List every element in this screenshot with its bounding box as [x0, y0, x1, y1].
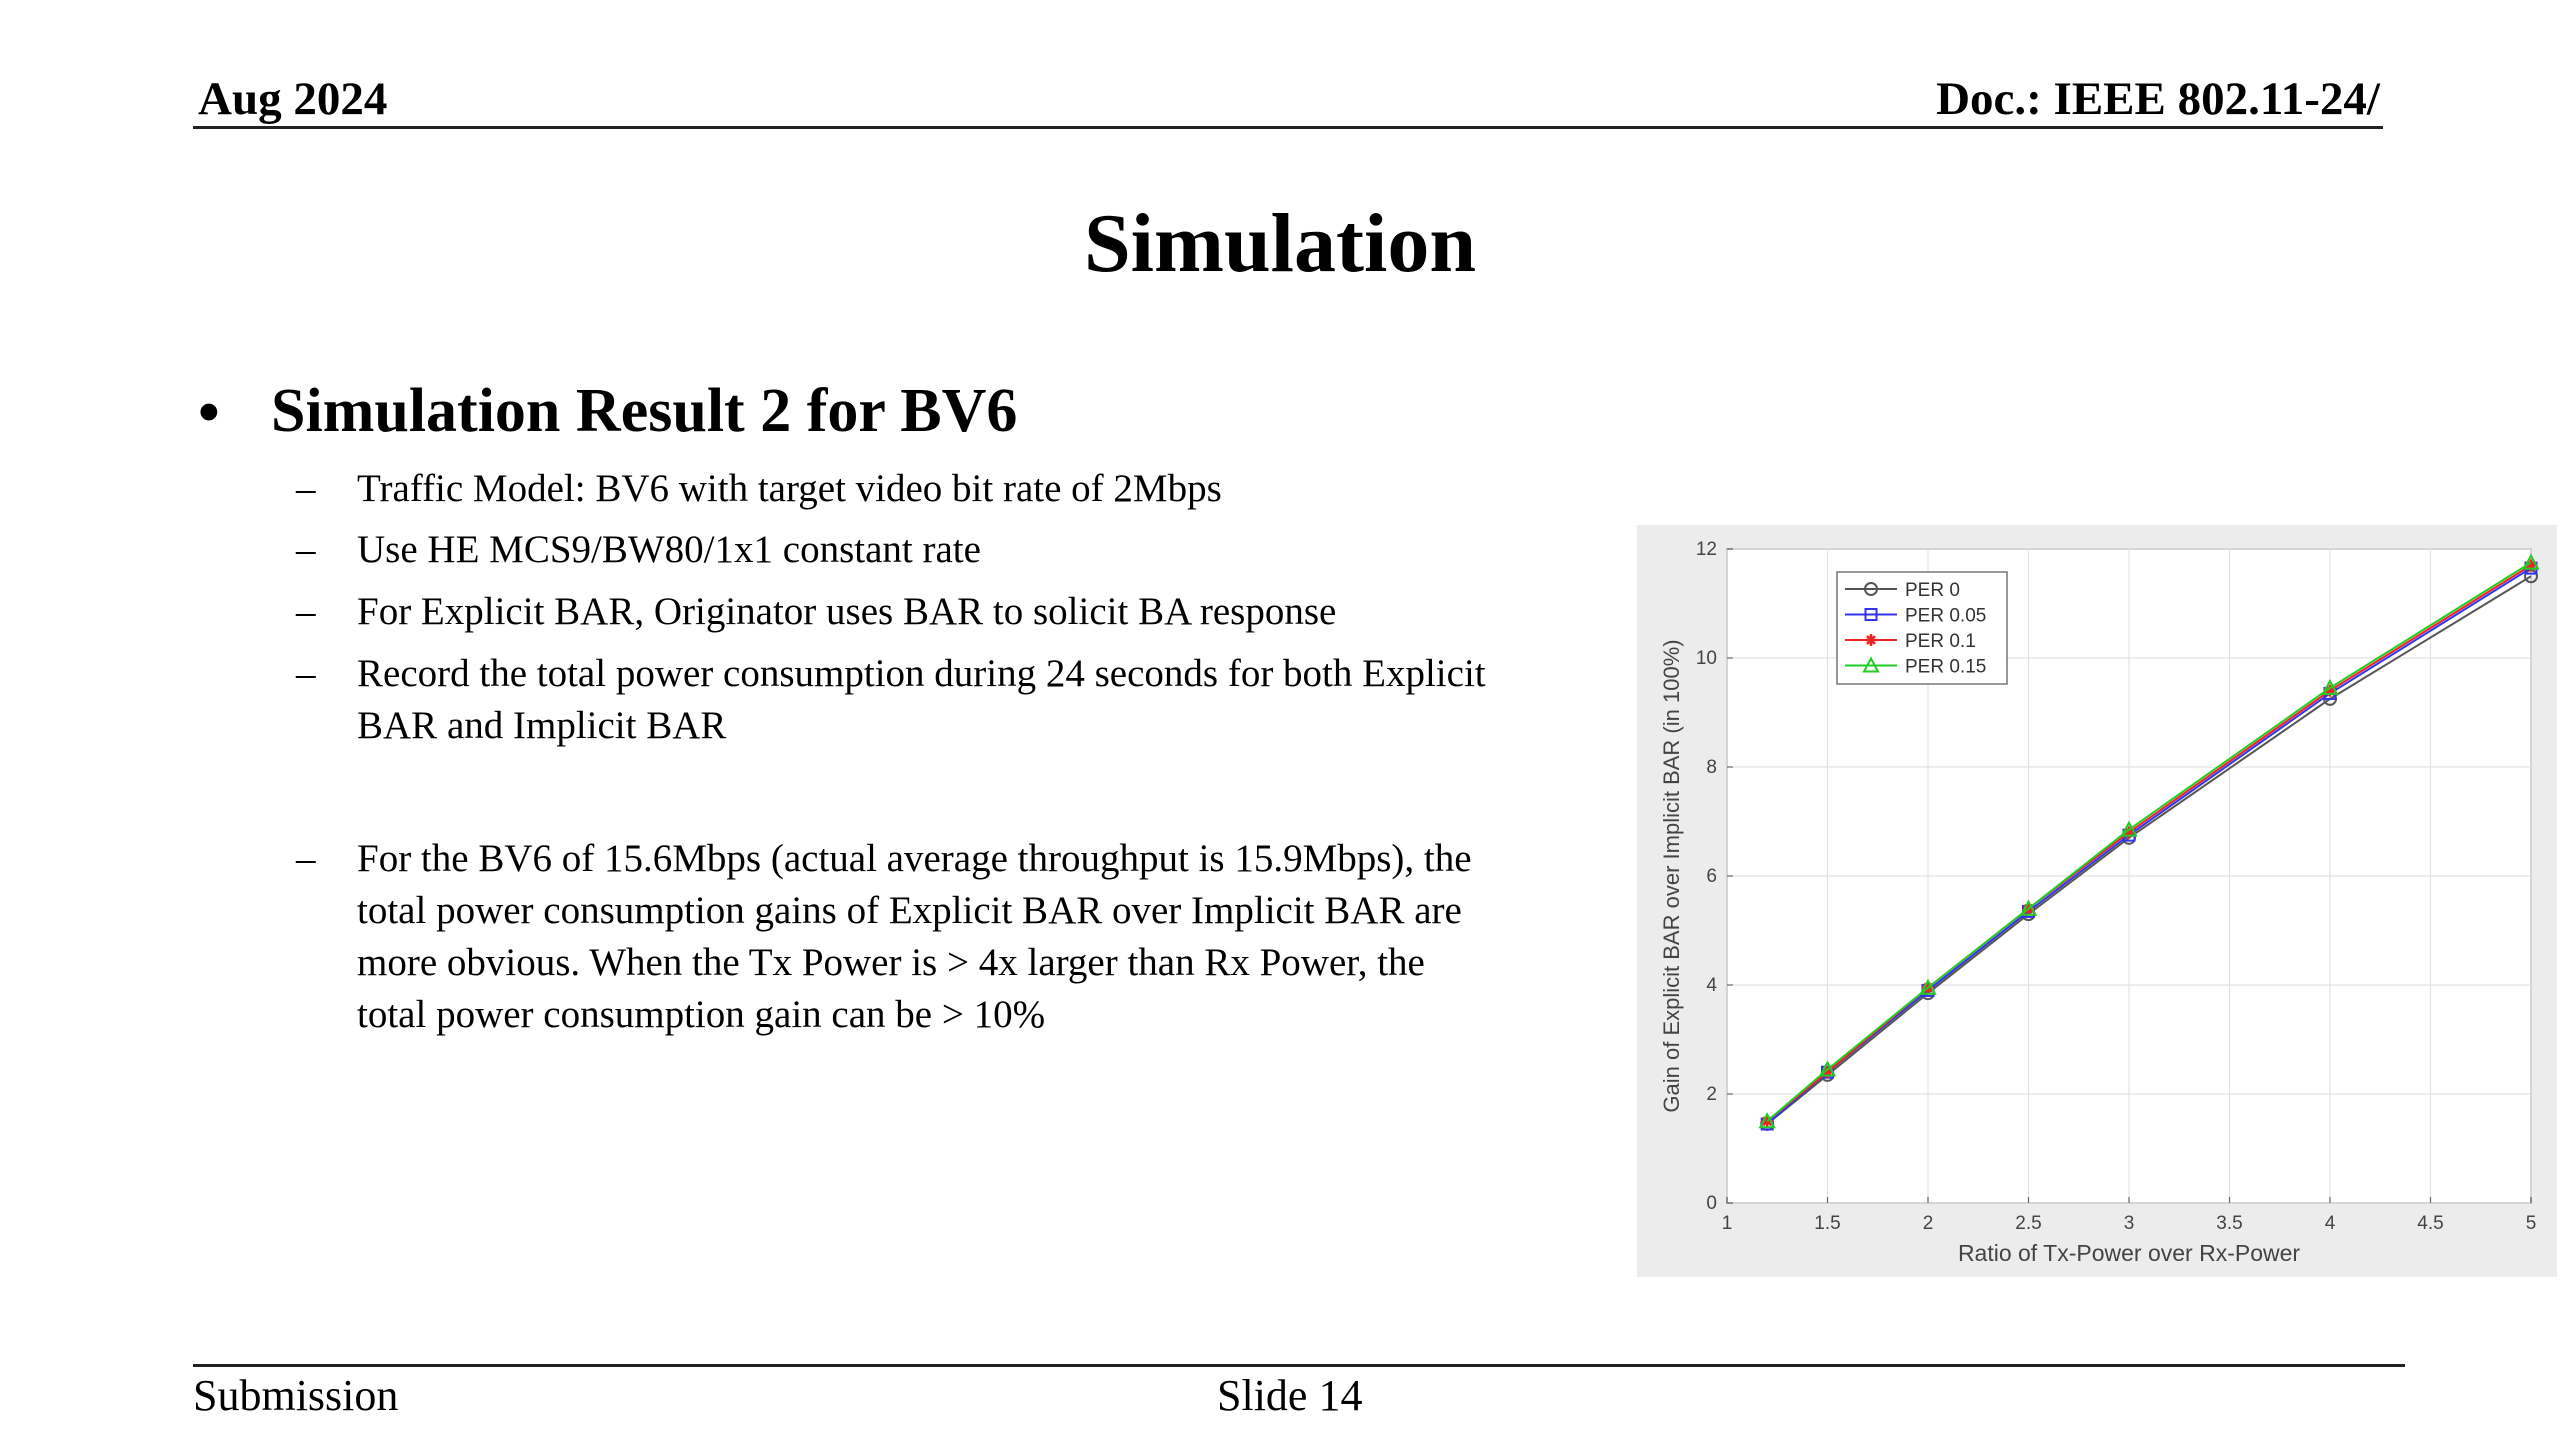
legend-label: PER 0 [1905, 580, 1960, 601]
x-tick-label: 4.5 [2417, 1213, 2444, 1234]
sub-bullet-line: total power consumption gains of Explicit BAR over Implicit BAR are [357, 889, 1462, 932]
sub-bullet-dash: – [296, 467, 316, 510]
y-tick-label: 8 [1706, 757, 1717, 778]
sub-bullet-line: For Explicit BAR, Originator uses BAR to solicit BA response [357, 590, 1337, 633]
footer-rule [193, 1364, 2405, 1367]
sub-bullet-line: BAR and Implicit BAR [357, 704, 727, 747]
y-tick-label: 2 [1706, 1084, 1717, 1105]
header-doc-number: Doc.: IEEE 802.11-24/ [1936, 73, 2380, 125]
x-axis-label: Ratio of Tx-Power over Rx-Power [1957, 1240, 2301, 1266]
sub-bullet-line: Traffic Model: BV6 with target video bit rate of 2Mbps [357, 467, 1222, 510]
legend-label: PER 0.15 [1905, 656, 1987, 678]
gain-chart [1637, 525, 2557, 1277]
sub-bullet-dash: – [296, 590, 316, 633]
x-tick-label: 1.5 [1814, 1213, 1841, 1234]
x-tick-label: 3 [2123, 1213, 2135, 1234]
x-tick-label: 4 [2324, 1213, 2336, 1234]
y-axis-label: Gain of Explicit BAR over Implicit BAR (in 100%) [1659, 639, 1684, 1113]
sub-bullet-dash: – [296, 652, 316, 695]
legend-label: PER 0.05 [1905, 605, 1987, 627]
x-tick-label: 5 [2525, 1213, 2537, 1234]
sub-bullet-line: Record the total power consumption during 24 seconds for both Explicit [357, 652, 1486, 695]
sub-bullet-dash: – [296, 837, 316, 880]
x-tick-label: 1 [1721, 1213, 1733, 1234]
bullet-marker: • [198, 379, 220, 447]
footer-submission: Submission [193, 1371, 399, 1420]
sub-bullet-line: total power consumption gain can be > 10% [357, 993, 1046, 1036]
y-tick-label: 4 [1706, 975, 1717, 996]
y-tick-label: 12 [1695, 539, 1717, 560]
gain-chart-svg [1637, 525, 2557, 1277]
footer-slide-number: Slide 14 [1217, 1371, 1363, 1420]
sub-bullet-text [357, 463, 1917, 515]
bullet-heading: Simulation Result 2 for BV6 [271, 377, 1018, 445]
y-tick-label: 10 [1695, 648, 1717, 669]
sub-bullet-line: For the BV6 of 15.6Mbps (actual average throughput is 15.9Mbps), the [357, 837, 1472, 880]
legend-label: PER 0.1 [1905, 631, 1976, 652]
x-tick-label: 2 [1922, 1213, 1934, 1234]
sub-bullet-line: Use HE MCS9/BW80/1x1 constant rate [357, 528, 981, 571]
y-tick-label: 6 [1706, 866, 1717, 887]
sub-bullet-line: more obvious. When the Tx Power is > 4x larger than Rx Power, the [357, 941, 1425, 984]
sub-bullet-dash: – [296, 528, 316, 571]
x-tick-label: 3.5 [2216, 1213, 2243, 1234]
y-tick-label: 0 [1706, 1193, 1717, 1214]
x-tick-label: 2.5 [2015, 1213, 2042, 1234]
header-rule [193, 126, 2383, 129]
header-date: Aug 2024 [198, 73, 388, 125]
slide-title: Simulation [1083, 197, 1477, 290]
